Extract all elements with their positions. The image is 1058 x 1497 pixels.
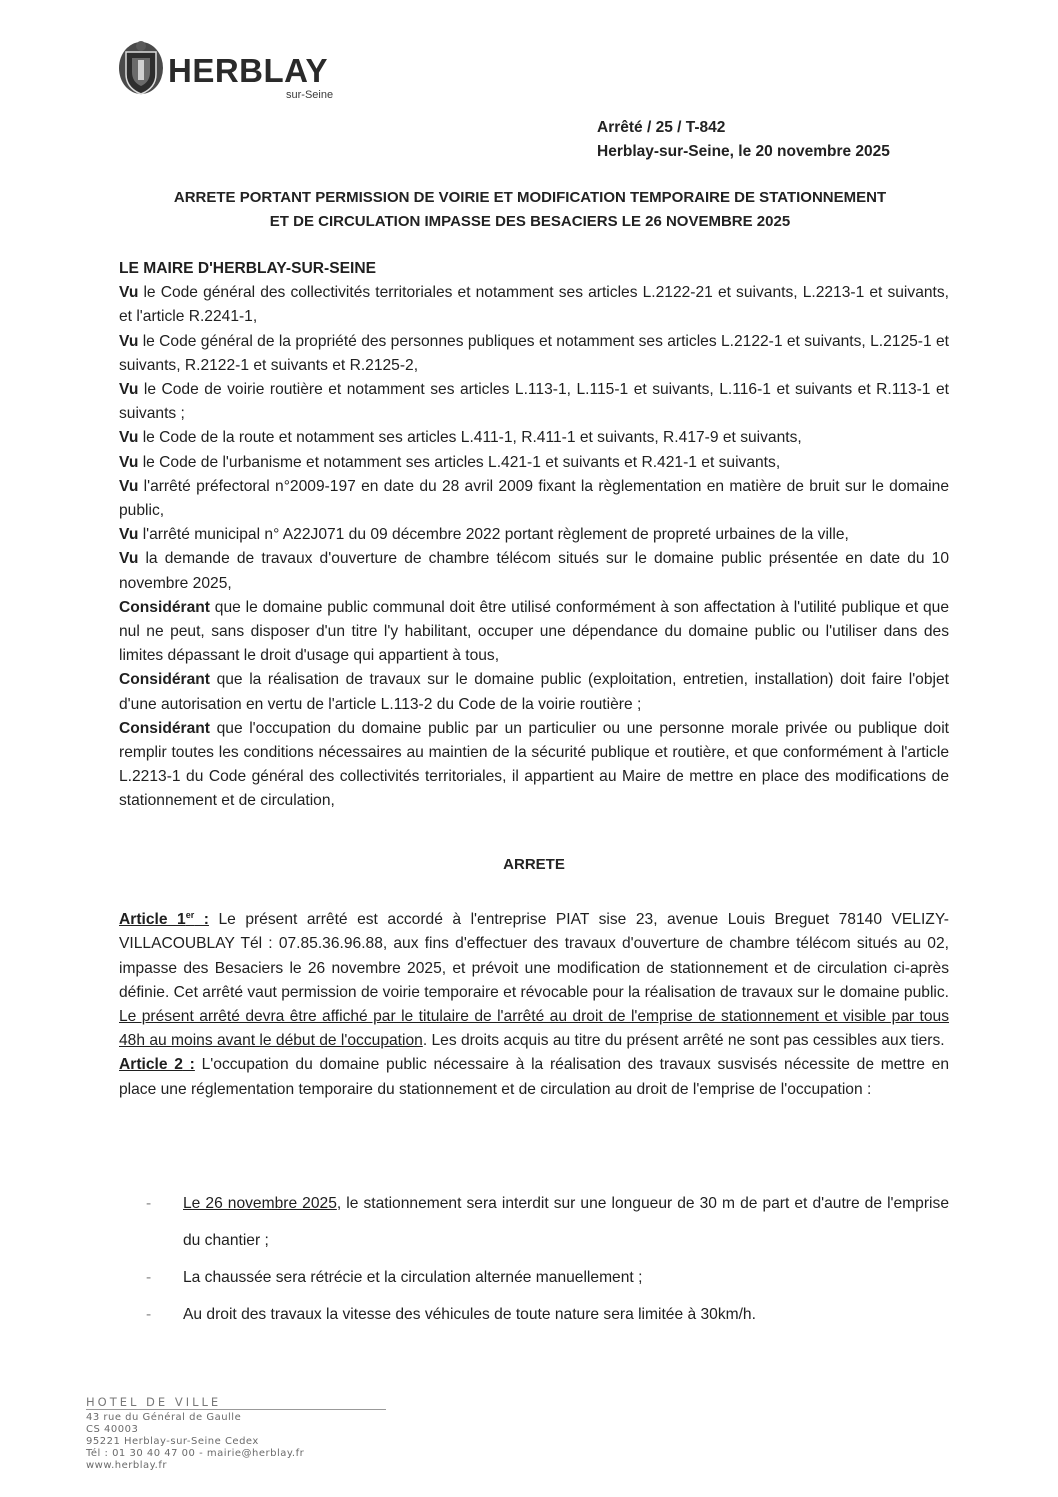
recital-lead: Vu: [119, 332, 139, 350]
recital-item: [119, 596, 949, 669]
recital-item: [119, 426, 949, 450]
recital-text: le Code général de la propriété des personnes publiques et notamment ses articles L.2122-1 et suivants, L.2125-1 et suivants, R.2122-1 et suivants et R.2125-2,: [119, 332, 949, 374]
recital-text: que la réalisation de travaux sur le domaine public (exploitation, entretien, installation) doit faire l'objet d'une autorisation en vertu de l'article L.113-2 du Code de la voirie routière ;: [119, 671, 949, 713]
measure-text: Au droit des travaux la vitesse des véhicules de toute nature sera limitée à 30km/h.: [183, 1306, 756, 1323]
mayor-heading: LE MAIRE D'HERBLAY-SUR-SEINE: [119, 260, 376, 277]
herblay-logo: [116, 38, 336, 108]
title-line-2: ET DE CIRCULATION IMPASSE DES BESACIERS LE 26 NOVEMBRE 2025: [269, 213, 791, 230]
recital-text: le Code de l'urbanisme et notamment ses articles L.421-1 et suivants et R.421-1 et suivants,: [138, 453, 781, 471]
recital-item: [119, 523, 949, 547]
recital-item: [119, 547, 949, 595]
reference-block: [597, 116, 890, 164]
list-item: [146, 1259, 949, 1296]
article-1-text-end: . Les droits acquis au titre du présent arrêté ne sont pas cessibles aux tiers.: [422, 1032, 945, 1050]
recital-text: la demande de travaux d'ouverture de chambre télécom situés sur le domaine public présentée en date du 10 novembre 2025,: [119, 550, 949, 592]
article-2-text: L'occupation du domaine public nécessaire à la réalisation des travaux susvisés nécessite de mettre en place une réglementation temporaire du stationnement et de circulation au droit de l'emprise de l'occupation :: [119, 1056, 949, 1098]
place-date: Herblay-sur-Seine, le 20 novembre 2025: [597, 143, 890, 160]
recital-item: [119, 717, 949, 814]
recital-lead: Vu: [119, 381, 139, 399]
article-1-display-notice: Le présent arrêté devra être affiché par le titulaire de l'arrêté au droit de l'emprise de stationnement et visible par tous 48h au moins avant le début de l'occupation: [119, 1008, 949, 1050]
measure-text: , le stationnement sera interdit sur une longueur de 30 m de part et d'autre de l'emprise du chantier ;: [183, 1195, 949, 1249]
footer-divider: [86, 1409, 386, 1410]
article-1-label: Article 1er :: [119, 910, 209, 929]
footer-website: www.herblay.fr: [86, 1460, 167, 1471]
recital-item: [119, 281, 949, 329]
recital-item: [119, 451, 949, 475]
dash-bullet: -: [146, 1306, 152, 1323]
recital-text: le Code de voirie routière et notamment ses articles L.113-1, L.115-1 et suivants, L.116-1 et suivants et R.113-1 et suivants ;: [119, 381, 949, 423]
footer-contact: Tél : 01 30 40 47 00 - mairie@herblay.fr: [86, 1448, 305, 1459]
article-2-label: Article 2 :: [119, 1056, 195, 1074]
recital-lead: Vu: [119, 477, 139, 495]
recital-lead: Considérant: [119, 598, 210, 616]
footer-address: [86, 1396, 396, 1472]
article-1-text: Le présent arrêté est accordé à l'entreprise PIAT sise 23, avenue Louis Breguet 78140 VELIZY-VILLACOUBLAY Tél : 07.85.36.96.88, aux fins d'effectuer des travaux d'ouverture de chambre télécom situés au 02, impasse des Besaciers le 26 novembre 2025, et prévoit une modification de stationnement et de circulation ci-après définie. Cet arrêté vaut permission de voirie temporaire et révocable pour la réalisation de travaux sur le domaine public.: [119, 911, 949, 1001]
coat-of-arms-icon: [116, 38, 166, 100]
recital-lead: Vu: [119, 550, 139, 568]
logo-name: HERBLAY: [168, 52, 328, 89]
footer-cs: CS 40003: [86, 1424, 139, 1435]
list-item: [146, 1296, 949, 1333]
list-item: [146, 1185, 949, 1259]
recital-lead: Vu: [119, 284, 139, 302]
arrete-heading: ARRETE: [503, 856, 565, 873]
recital-text: l'arrêté municipal n° A22J071 du 09 décembre 2022 portant règlement de propreté urbaines de la ville,: [138, 526, 849, 544]
recital-lead: Vu: [119, 526, 139, 544]
dash-bullet: -: [146, 1269, 152, 1286]
recitals-list: [119, 281, 949, 813]
title-line-1: ARRETE PORTANT PERMISSION DE VOIRIE ET MODIFICATION TEMPORAIRE DE STATIONNEMENT: [173, 189, 887, 206]
recital-item: [119, 378, 949, 426]
footer-street: 43 rue du Général de Gaulle: [86, 1412, 242, 1423]
measure-text: La chaussée sera rétrécie et la circulation alternée manuellement ;: [183, 1269, 643, 1286]
recital-lead: Vu: [119, 429, 139, 447]
logo-subtitle: sur-Seine: [286, 89, 334, 101]
measure-date: Le 26 novembre 2025: [183, 1195, 337, 1212]
arrete-reference: Arrêté / 25 / T-842: [597, 119, 726, 136]
recital-lead: Vu: [119, 453, 139, 471]
preamble: [119, 257, 949, 814]
article-2: [119, 1053, 949, 1101]
recital-text: le Code général des collectivités territoriales et notamment ses articles L.2122-21 et suivants, L.2213-1 et suivants, et l'article R.2241-1,: [119, 284, 949, 326]
measures-list: [146, 1185, 949, 1333]
recital-text: que le domaine public communal doit être utilisé conformément à son affectation à l'utilité publique et que nul ne peut, sans disposer d'un titre l'y habilitant, occuper une dépendance du domaine public ou l'utiliser dans des limites dépassant le droit d'usage qui appartient à tous,: [119, 598, 949, 665]
recital-text: l'arrêté préfectoral n°2009-197 en date du 28 avril 2009 fixant la règlementation en matière de bruit sur le domaine public,: [119, 477, 949, 520]
footer-city: 95221 Herblay-sur-Seine Cedex: [86, 1436, 259, 1447]
article-1: [119, 903, 949, 1053]
recital-item: [119, 475, 949, 523]
recital-lead: Considérant: [119, 719, 210, 737]
footer-title: HOTEL DE VILLE: [86, 1395, 222, 1409]
recital-text: que l'occupation du domaine public par un particulier ou une personne morale privée ou publique doit remplir toutes les conditions nécessaires au maintien de la sécurité publique et routière, et que conformément à l'article L.2213-1 du Code général des collectivités territoriales, il appartient au Maire de mettre en place des modifications de stationnement et de circulation,: [119, 719, 949, 810]
recital-text: le Code de la route et notamment ses articles L.411-1, R.411-1 et suivants, R.417-9 et suivants,: [138, 429, 802, 447]
articles: [119, 903, 949, 1102]
document-title: [110, 186, 950, 234]
recital-item: [119, 668, 949, 716]
dash-bullet: -: [146, 1195, 152, 1212]
recital-lead: Considérant: [119, 671, 210, 689]
recital-item: [119, 330, 949, 378]
